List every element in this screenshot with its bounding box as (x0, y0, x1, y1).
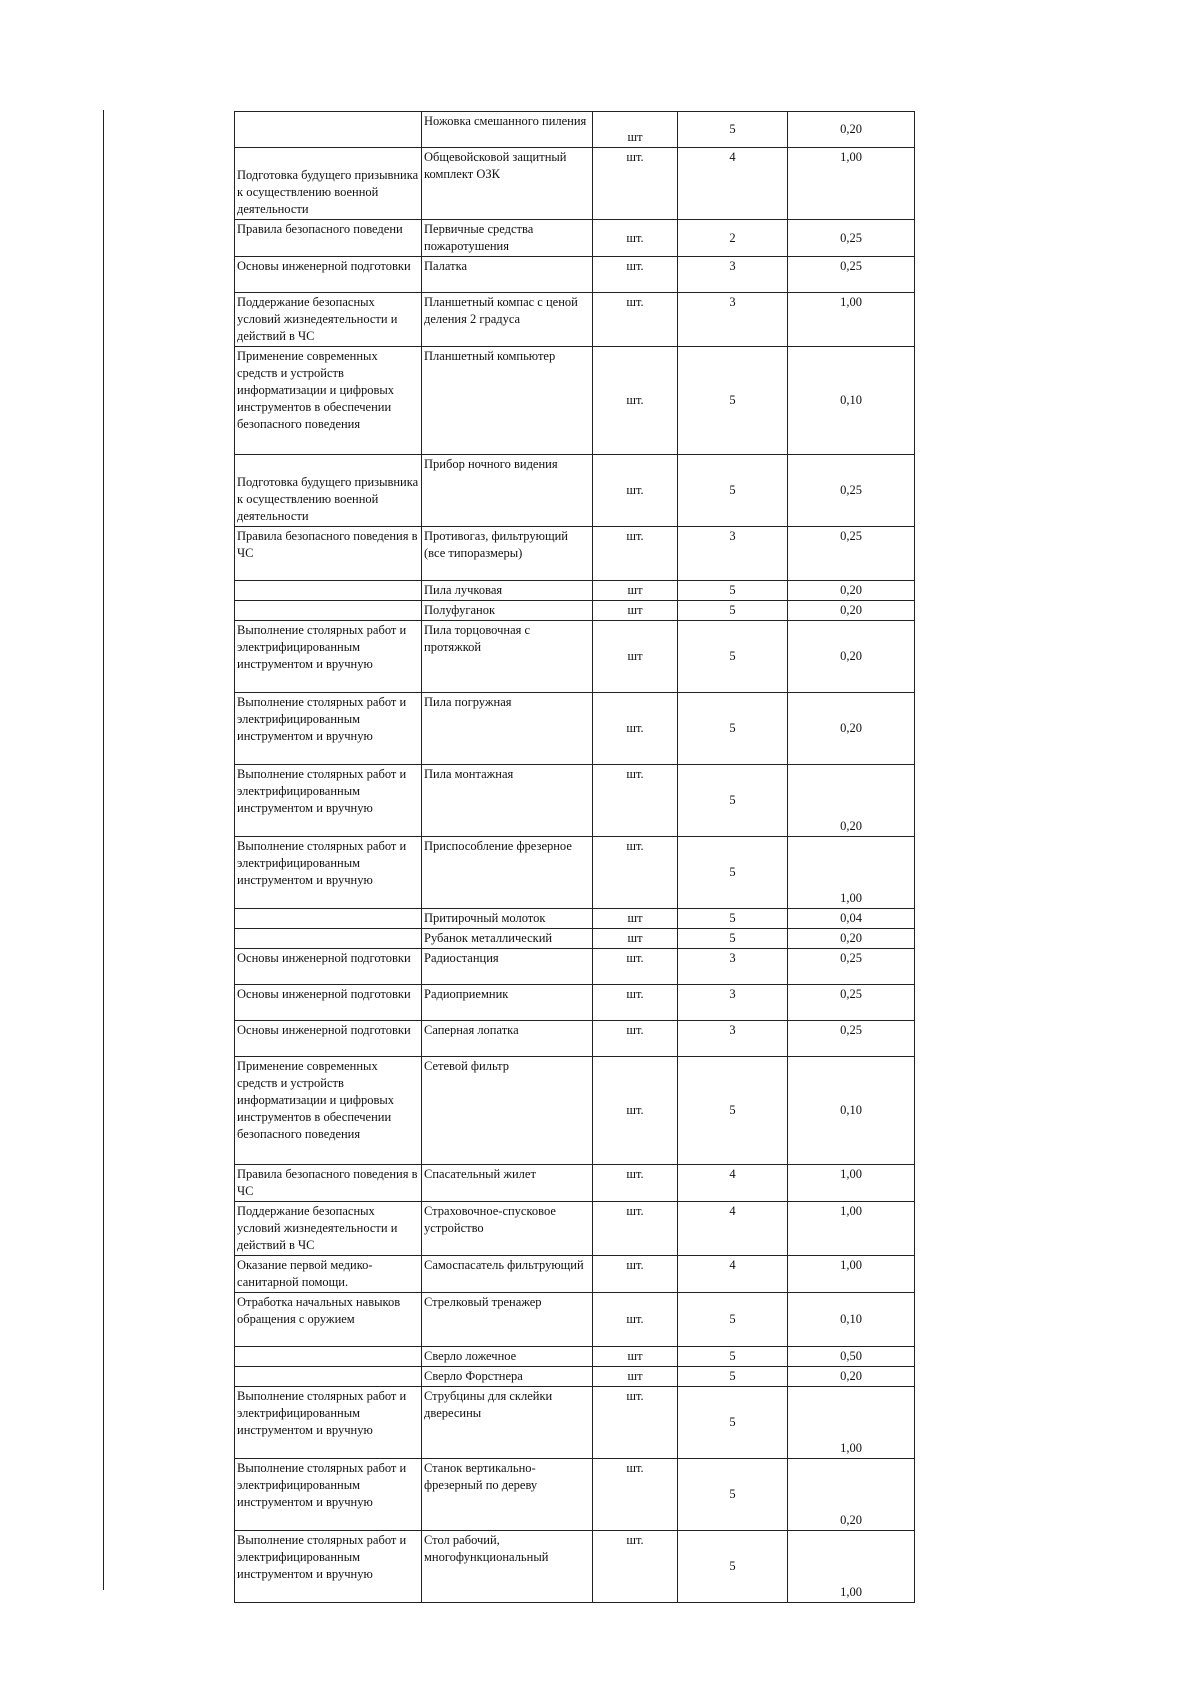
section-cell (235, 1347, 422, 1367)
quantity-cell: 5 (678, 765, 788, 837)
norm-cell: 1,00 (788, 1165, 915, 1202)
unit-cell: шт. (593, 949, 678, 985)
item-name-cell: Стрелковый тренажер (422, 1293, 593, 1347)
norm-cell: 1,00 (788, 148, 915, 220)
unit-cell: шт. (593, 148, 678, 220)
quantity-cell: 5 (678, 621, 788, 693)
unit-cell: шт (593, 601, 678, 621)
table-row (235, 1531, 915, 1603)
item-name-cell: Сверло Форстнера (422, 1367, 593, 1387)
quantity-cell: 5 (678, 1531, 788, 1603)
item-name-cell: Рубанок металлический (422, 929, 593, 949)
unit-cell: шт. (593, 1293, 678, 1347)
page-margin-line (103, 110, 104, 1590)
item-name-cell: Радиостанция (422, 949, 593, 985)
item-name-cell: Пила лучковая (422, 581, 593, 601)
table-row (235, 949, 915, 985)
quantity-cell: 5 (678, 909, 788, 929)
norm-cell: 0,10 (788, 1057, 915, 1165)
norm-cell: 0,25 (788, 985, 915, 1021)
norm-cell: 0,20 (788, 693, 915, 765)
section-cell (235, 929, 422, 949)
table-row (235, 1293, 915, 1347)
unit-cell: шт. (593, 1202, 678, 1256)
quantity-cell: 3 (678, 1021, 788, 1057)
table-row (235, 1367, 915, 1387)
quantity-cell: 5 (678, 1293, 788, 1347)
norm-cell: 0,20 (788, 112, 915, 148)
item-name-cell: Пила торцовочная с протяжкой (422, 621, 593, 693)
section-cell: Оказание первой медико-санитарной помощи. (235, 1256, 422, 1293)
item-name-cell: Саперная лопатка (422, 1021, 593, 1057)
item-name-cell: Планшетный компьютер (422, 347, 593, 455)
quantity-cell: 5 (678, 837, 788, 909)
norm-cell: 0,20 (788, 1367, 915, 1387)
section-cell: Выполнение столярных работ и электрифицированным инструментом и вручную (235, 837, 422, 909)
quantity-cell: 5 (678, 929, 788, 949)
unit-cell: шт. (593, 1021, 678, 1057)
table-row (235, 1202, 915, 1256)
table-row (235, 1021, 915, 1057)
section-cell: Применение современных средств и устройств информатизации и цифровых инструментов в обеспечении безопасного поведения (235, 347, 422, 455)
table-row (235, 148, 915, 220)
section-cell: Выполнение столярных работ и электрифицированным инструментом и вручную (235, 693, 422, 765)
unit-cell: шт. (593, 1256, 678, 1293)
section-cell: Выполнение столярных работ и электрифицированным инструментом и вручную (235, 1459, 422, 1531)
quantity-cell: 3 (678, 257, 788, 293)
section-cell: Основы инженерной подготовки (235, 257, 422, 293)
section-cell (235, 1367, 422, 1387)
norm-cell: 0,20 (788, 621, 915, 693)
table-row (235, 1165, 915, 1202)
table-row (235, 220, 915, 257)
item-name-cell: Приспособление фрезерное (422, 837, 593, 909)
norm-cell: 0,25 (788, 527, 915, 581)
table-row (235, 257, 915, 293)
unit-cell: шт (593, 909, 678, 929)
unit-cell: шт. (593, 527, 678, 581)
quantity-cell: 5 (678, 1367, 788, 1387)
unit-cell: шт. (593, 455, 678, 527)
unit-cell: шт. (593, 293, 678, 347)
quantity-cell: 3 (678, 527, 788, 581)
item-name-cell: Притирочный молоток (422, 909, 593, 929)
norm-cell: 0,50 (788, 1347, 915, 1367)
table-row (235, 581, 915, 601)
item-name-cell: Пила погружная (422, 693, 593, 765)
norm-cell: 0,20 (788, 929, 915, 949)
norm-cell: 0,25 (788, 257, 915, 293)
section-cell: Выполнение столярных работ и электрифицированным инструментом и вручную (235, 1387, 422, 1459)
unit-cell: шт (593, 621, 678, 693)
section-cell: Выполнение столярных работ и электрифицированным инструментом и вручную (235, 765, 422, 837)
equipment-table-body (235, 112, 915, 1603)
section-cell: Отработка начальных навыков обращения с оружием (235, 1293, 422, 1347)
unit-cell: шт. (593, 1165, 678, 1202)
item-name-cell: Первичные средства пожаротушения (422, 220, 593, 257)
table-row (235, 601, 915, 621)
unit-cell: шт (593, 1367, 678, 1387)
unit-cell: шт (593, 929, 678, 949)
item-name-cell: Самоспасатель фильтрующий (422, 1256, 593, 1293)
section-cell: Основы инженерной подготовки (235, 949, 422, 985)
unit-cell: шт. (593, 1057, 678, 1165)
section-cell: Основы инженерной подготовки (235, 985, 422, 1021)
table-row (235, 455, 915, 527)
table-row (235, 765, 915, 837)
section-cell: Основы инженерной подготовки (235, 1021, 422, 1057)
quantity-cell: 3 (678, 949, 788, 985)
norm-cell: 1,00 (788, 1256, 915, 1293)
norm-cell: 0,10 (788, 1293, 915, 1347)
item-name-cell: Сверло ложечное (422, 1347, 593, 1367)
table-row (235, 527, 915, 581)
item-name-cell: Спасательный жилет (422, 1165, 593, 1202)
unit-cell: шт (593, 581, 678, 601)
item-name-cell: Противогаз, фильтрующий (все типоразмеры) (422, 527, 593, 581)
norm-cell: 1,00 (788, 1202, 915, 1256)
section-cell (235, 112, 422, 148)
section-cell: Правила безопасного поведени (235, 220, 422, 257)
unit-cell: шт (593, 1347, 678, 1367)
norm-cell: 0,20 (788, 581, 915, 601)
unit-cell: шт. (593, 765, 678, 837)
unit-cell: шт (593, 112, 678, 148)
item-name-cell: Страховочное-спусковое устройство (422, 1202, 593, 1256)
section-cell: Выполнение столярных работ и электрифицированным инструментом и вручную (235, 621, 422, 693)
section-cell: Применение современных средств и устройств информатизации и цифровых инструментов в обеспечении безопасного поведения (235, 1057, 422, 1165)
section-cell: Правила безопасного поведения в ЧС (235, 1165, 422, 1202)
section-cell (235, 581, 422, 601)
quantity-cell: 4 (678, 148, 788, 220)
quantity-cell: 5 (678, 1459, 788, 1531)
section-cell: Подготовка будущего призывника к осуществлению военной деятельности (235, 455, 422, 527)
norm-cell: 0,25 (788, 220, 915, 257)
norm-cell: 0,10 (788, 347, 915, 455)
item-name-cell: Радиоприемник (422, 985, 593, 1021)
section-cell: Подготовка будущего призывника к осуществлению военной деятельности (235, 148, 422, 220)
norm-cell: 1,00 (788, 1387, 915, 1459)
norm-cell: 0,20 (788, 601, 915, 621)
table-row (235, 909, 915, 929)
table-row (235, 112, 915, 148)
quantity-cell: 5 (678, 1387, 788, 1459)
unit-cell: шт. (593, 220, 678, 257)
item-name-cell: Полуфуганок (422, 601, 593, 621)
unit-cell: шт. (593, 347, 678, 455)
item-name-cell: Палатка (422, 257, 593, 293)
item-name-cell: Стол рабочий, многофункциональный (422, 1531, 593, 1603)
table-row (235, 1347, 915, 1367)
quantity-cell: 4 (678, 1202, 788, 1256)
table-row (235, 1256, 915, 1293)
quantity-cell: 5 (678, 581, 788, 601)
unit-cell: шт. (593, 1459, 678, 1531)
equipment-table (234, 111, 915, 1603)
norm-cell: 1,00 (788, 1531, 915, 1603)
quantity-cell: 5 (678, 601, 788, 621)
norm-cell: 0,25 (788, 1021, 915, 1057)
quantity-cell: 3 (678, 985, 788, 1021)
quantity-cell: 2 (678, 220, 788, 257)
table-row (235, 837, 915, 909)
quantity-cell: 3 (678, 293, 788, 347)
table-row (235, 1459, 915, 1531)
section-cell (235, 909, 422, 929)
unit-cell: шт. (593, 693, 678, 765)
norm-cell: 0,20 (788, 765, 915, 837)
item-name-cell: Ножовка смешанного пиления (422, 112, 593, 148)
unit-cell: шт. (593, 985, 678, 1021)
table-row (235, 1057, 915, 1165)
item-name-cell: Пила монтажная (422, 765, 593, 837)
unit-cell: шт. (593, 837, 678, 909)
item-name-cell: Станок вертикально-фрезерный по дереву (422, 1459, 593, 1531)
quantity-cell: 5 (678, 347, 788, 455)
section-cell: Выполнение столярных работ и электрифицированным инструментом и вручную (235, 1531, 422, 1603)
norm-cell: 1,00 (788, 293, 915, 347)
unit-cell: шт. (593, 1387, 678, 1459)
unit-cell: шт. (593, 257, 678, 293)
table-row (235, 293, 915, 347)
item-name-cell: Сетевой фильтр (422, 1057, 593, 1165)
norm-cell: 1,00 (788, 837, 915, 909)
table-row (235, 985, 915, 1021)
section-cell: Поддержание безопасных условий жизнедеятельности и действий в ЧС (235, 1202, 422, 1256)
quantity-cell: 5 (678, 693, 788, 765)
norm-cell: 0,04 (788, 909, 915, 929)
quantity-cell: 5 (678, 1057, 788, 1165)
norm-cell: 0,20 (788, 1459, 915, 1531)
table-row (235, 621, 915, 693)
item-name-cell: Струбцины для склейки двересины (422, 1387, 593, 1459)
quantity-cell: 5 (678, 112, 788, 148)
quantity-cell: 5 (678, 1347, 788, 1367)
section-cell: Правила безопасного поведения в ЧС (235, 527, 422, 581)
table-row (235, 347, 915, 455)
item-name-cell: Общевойсковой защитный комплект ОЗК (422, 148, 593, 220)
table-row (235, 929, 915, 949)
table-row (235, 1387, 915, 1459)
item-name-cell: Прибор ночного видения (422, 455, 593, 527)
quantity-cell: 5 (678, 455, 788, 527)
item-name-cell: Планшетный компас с ценой деления 2 градуса (422, 293, 593, 347)
quantity-cell: 4 (678, 1165, 788, 1202)
norm-cell: 0,25 (788, 949, 915, 985)
section-cell: Поддержание безопасных условий жизнедеятельности и действий в ЧС (235, 293, 422, 347)
unit-cell: шт. (593, 1531, 678, 1603)
section-cell (235, 601, 422, 621)
norm-cell: 0,25 (788, 455, 915, 527)
table-row (235, 693, 915, 765)
quantity-cell: 4 (678, 1256, 788, 1293)
